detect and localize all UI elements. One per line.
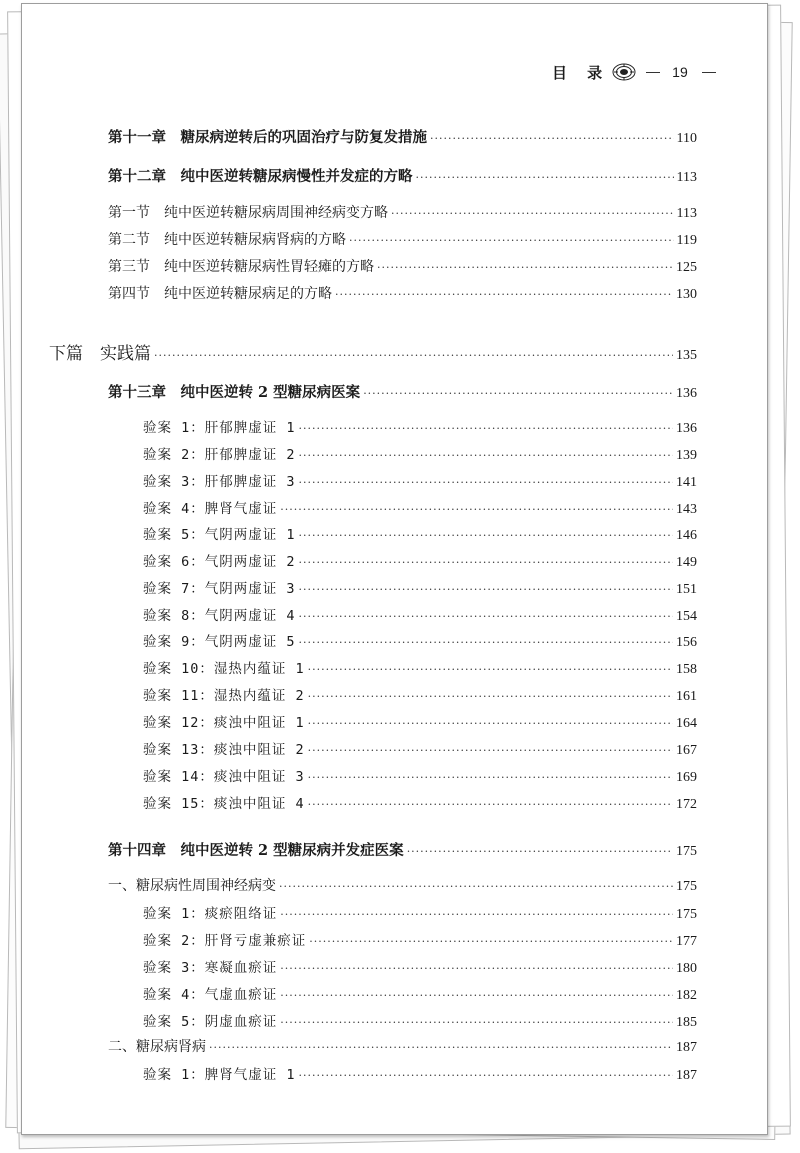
toc-entry-page: 149 (676, 555, 697, 570)
toc-leader-dots (407, 845, 673, 858)
toc-entry-page: 167 (676, 743, 697, 758)
toc-entry-page: 113 (676, 170, 697, 185)
toc-entry-page: 182 (676, 988, 697, 1003)
toc-entry-label: 验案 2：肝郁脾虚证 2 (143, 447, 296, 463)
toc-entry-label: 验案 1：脾肾气虚证 1 (143, 1067, 296, 1083)
toc-entry-page: 158 (676, 662, 697, 677)
toc-entry-page: 119 (676, 233, 697, 248)
toc-entry-label: 第十三章 纯中医逆转 2 型糖尿病医案 (108, 384, 361, 401)
toc-entry-case[interactable] (143, 470, 697, 492)
toc-entry-label: 验案 4：脾肾气虚证 (143, 501, 278, 517)
toc-leader-dots (280, 1016, 673, 1029)
toc-entry-page: 175 (676, 844, 697, 859)
toc-leader-dots (349, 234, 674, 247)
toc-leader-dots (308, 744, 673, 757)
toc-leader-dots (416, 171, 674, 184)
toc-leader-dots (363, 387, 673, 400)
toc-leader-dots (280, 908, 673, 921)
toc-entry-section[interactable] (108, 229, 697, 251)
toc-entry-label: 二、糖尿病肾病 (108, 1039, 206, 1055)
ornament-icon (612, 63, 636, 81)
toc-entry-label: 验案 3：寒凝血瘀证 (143, 960, 278, 976)
toc-entry-label: 验案 15：痰浊中阻证 4 (143, 796, 305, 812)
toc-entry-page: 187 (676, 1040, 697, 1055)
toc-leader-dots (280, 503, 673, 516)
toc-leader-dots (279, 880, 673, 893)
toc-leader-dots (308, 717, 673, 730)
toc-entry-case[interactable] (143, 792, 697, 814)
toc-entry-case[interactable] (143, 523, 697, 545)
toc-entry-label: 验案 10：湿热内蕴证 1 (143, 661, 305, 677)
toc-entry-page: 156 (676, 635, 697, 650)
header-rule-left (646, 72, 660, 73)
header-page-number: 19 (672, 64, 688, 80)
toc-entry-label: 验案 3：肝郁脾虚证 3 (143, 474, 296, 490)
toc-leader-dots (377, 261, 673, 274)
toc-leader-dots (299, 636, 673, 649)
toc-entry-label: 验案 14：痰浊中阻证 3 (143, 769, 305, 785)
toc-entry-page: 164 (676, 716, 697, 731)
toc-entry-case[interactable] (143, 956, 697, 978)
toc-entry-page: 177 (676, 934, 697, 949)
toc-entry-chapter[interactable] (108, 839, 697, 861)
toc-entry-label: 验案 8：气阴两虚证 4 (143, 608, 296, 624)
toc-entry-page: 175 (676, 907, 697, 922)
toc-entry-label: 第十四章 纯中医逆转 2 型糖尿病并发症医案 (108, 842, 404, 859)
toc-entry-page: 125 (676, 260, 697, 275)
toc-entry-page: 135 (676, 348, 697, 363)
toc-leader-dots (299, 422, 673, 435)
toc-entry-section[interactable] (108, 283, 697, 305)
toc-entry-case[interactable] (143, 983, 697, 1005)
toc-leader-dots (335, 288, 673, 301)
toc-entry-page: 113 (676, 206, 697, 221)
toc-leader-dots (308, 798, 673, 811)
toc-entry-case[interactable] (143, 902, 697, 924)
toc-entry-case[interactable] (143, 657, 697, 679)
toc-entry-label: 第二节 纯中医逆转糖尿病肾病的方略 (108, 232, 346, 248)
toc-leader-dots (299, 449, 673, 462)
toc-entry-label: 第四节 纯中医逆转糖尿病足的方略 (108, 286, 332, 302)
toc-entry-case[interactable] (143, 630, 697, 652)
toc-entry-page: 175 (676, 879, 697, 894)
toc-entry-page: 169 (676, 770, 697, 785)
toc-entry-page: 141 (676, 475, 697, 490)
toc-entry-chapter[interactable] (108, 126, 697, 148)
toc-leader-dots (154, 349, 673, 362)
toc-entry-section[interactable] (108, 202, 697, 224)
toc-entry-page: 154 (676, 609, 697, 624)
toc-entry-label: 一、糖尿病性周围神经病变 (108, 878, 276, 894)
toc-entry-label: 验案 1：肝郁脾虚证 1 (143, 420, 296, 436)
toc-page (21, 3, 768, 1135)
toc-entry-case[interactable] (143, 604, 697, 626)
toc-entry-page: 136 (676, 386, 697, 401)
toc-entry-page: 151 (676, 582, 697, 597)
toc-entry-label: 验案 13：痰浊中阻证 2 (143, 742, 305, 758)
toc-entry-case[interactable] (143, 416, 697, 438)
header-title: 目 录 (552, 64, 611, 82)
toc-leader-dots (391, 207, 674, 220)
toc-entry-section[interactable] (108, 1036, 697, 1058)
toc-entry-label: 验案 1：痰瘀阻络证 (143, 906, 278, 922)
toc-entry-case[interactable] (143, 1063, 697, 1085)
toc-leader-dots (299, 1069, 673, 1082)
toc-entry-page: 187 (676, 1068, 697, 1083)
toc-entry-label: 验案 11：湿热内蕴证 2 (143, 688, 305, 704)
toc-entry-page: 146 (676, 528, 697, 543)
toc-entry-case[interactable] (143, 929, 697, 951)
toc-entry-label: 第一节 纯中医逆转糖尿病周围神经病变方略 (108, 205, 388, 221)
toc-entry-label: 第十二章 纯中医逆转糖尿病慢性并发症的方略 (108, 168, 413, 185)
toc-entry-case[interactable] (143, 1010, 697, 1032)
toc-entry-case[interactable] (143, 443, 697, 465)
toc-entry-section[interactable] (108, 875, 697, 897)
toc-entry-label: 验案 7：气阴两虚证 3 (143, 581, 296, 597)
toc-entry-label: 验案 4：气虚血瘀证 (143, 987, 278, 1003)
toc-leader-dots (308, 771, 673, 784)
toc-leader-dots (299, 610, 673, 623)
toc-entry-page: 172 (676, 797, 697, 812)
toc-leader-dots (299, 529, 673, 542)
toc-entry-case[interactable] (143, 684, 697, 706)
header-rule-right (702, 72, 716, 73)
toc-entry-section[interactable] (108, 256, 697, 278)
toc-entry-page: 110 (676, 131, 697, 146)
toc-entry-case[interactable] (143, 765, 697, 787)
toc-entry-chapter[interactable] (108, 381, 697, 403)
toc-entry-case[interactable] (143, 550, 697, 572)
toc-entry-label: 验案 9：气阴两虚证 5 (143, 634, 296, 650)
toc-entry-page: 143 (676, 502, 697, 517)
toc-leader-dots (280, 962, 673, 975)
toc-leader-dots (299, 583, 673, 596)
toc-leader-dots (299, 556, 673, 569)
toc-leader-dots (309, 935, 673, 948)
toc-leader-dots (280, 989, 673, 1002)
toc-entry-case[interactable] (143, 577, 697, 599)
toc-entry-label: 验案 2：肝肾亏虚兼瘀证 (143, 933, 307, 949)
toc-entry-label: 第三节 纯中医逆转糖尿病性胃轻瘫的方略 (108, 259, 374, 275)
toc-entry-part[interactable] (49, 339, 697, 361)
toc-entry-label: 验案 5：气阴两虚证 1 (143, 527, 296, 543)
toc-entry-page: 139 (676, 448, 697, 463)
toc-leader-dots (209, 1041, 673, 1054)
toc-leader-dots (430, 132, 674, 145)
toc-entry-page: 185 (676, 1015, 697, 1030)
toc-entry-case[interactable] (143, 497, 697, 519)
toc-entry-case[interactable] (143, 738, 697, 760)
toc-entry-page: 136 (676, 421, 697, 436)
toc-entry-case[interactable] (143, 711, 697, 733)
toc-entry-label: 下篇 实践篇 (49, 344, 151, 363)
toc-entry-page: 161 (676, 689, 697, 704)
toc-entry-chapter[interactable] (108, 165, 697, 187)
toc-leader-dots (308, 663, 673, 676)
toc-entry-label: 验案 5：阴虚血瘀证 (143, 1014, 278, 1030)
toc-entry-page: 130 (676, 287, 697, 302)
toc-leader-dots (308, 690, 673, 703)
running-header (552, 60, 767, 84)
toc-entry-label: 第十一章 糖尿病逆转后的巩固治疗与防复发措施 (108, 129, 427, 146)
toc-leader-dots (299, 476, 673, 489)
toc-entry-label: 验案 6：气阴两虚证 2 (143, 554, 296, 570)
toc-entry-page: 180 (676, 961, 697, 976)
toc-entry-label: 验案 12：痰浊中阻证 1 (143, 715, 305, 731)
